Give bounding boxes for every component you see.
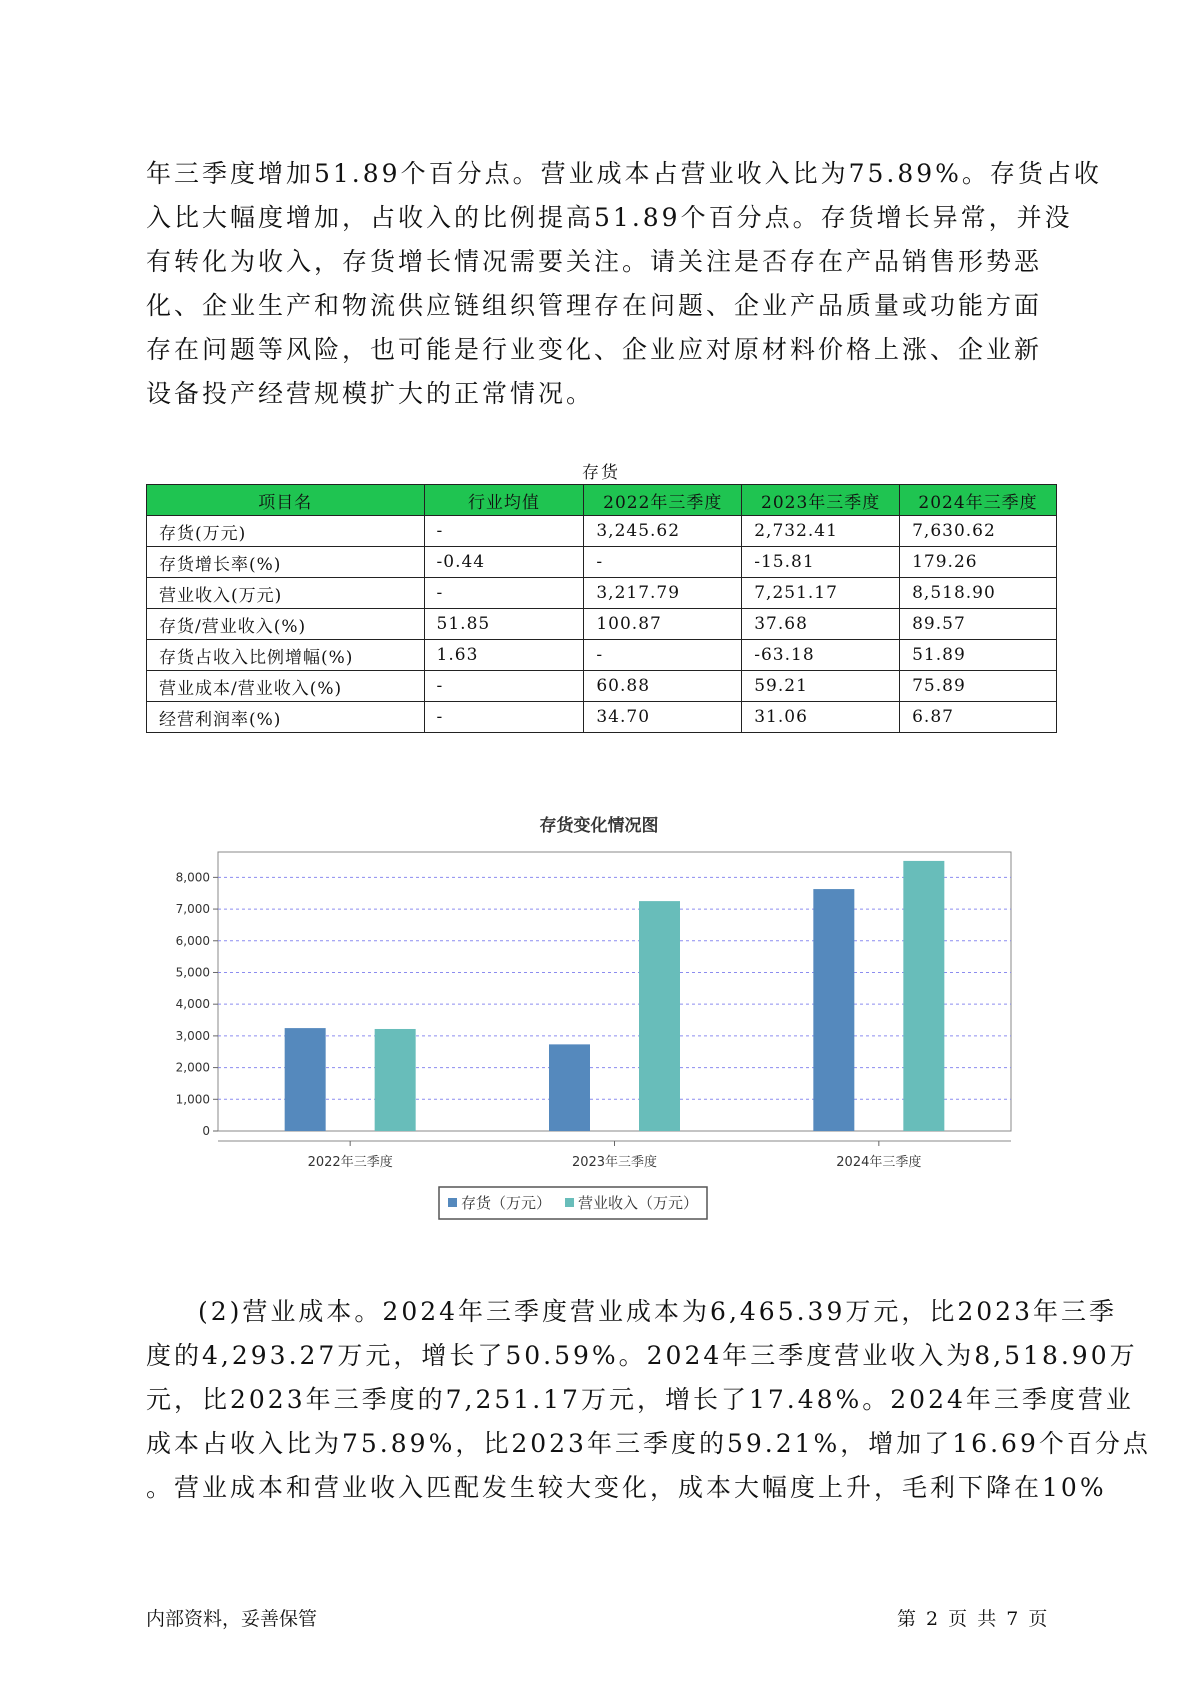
table-row xyxy=(147,640,1057,671)
y-tick-label: 2,000 xyxy=(175,1060,210,1075)
table-cell: 3,245.62 xyxy=(584,516,742,547)
footer-confidential-note: 内部资料，妥善保管 xyxy=(146,1608,318,1630)
table-cell: 51.89 xyxy=(900,640,1057,671)
text-line: 化、企业生产和物流供应链组织管理存在问题、企业产品质量或功能方面 xyxy=(146,291,1043,320)
table-cell: 营业成本/营业收入(%) xyxy=(147,671,425,702)
column-header: 2024年三季度 xyxy=(900,485,1057,516)
table-cell: 6.87 xyxy=(900,702,1057,733)
text-line: 有转化为收入，存货增长情况需要关注。请关注是否存在产品销售形势恶 xyxy=(146,247,1043,276)
table-row xyxy=(147,578,1057,609)
table-cell: 存货(万元) xyxy=(147,516,425,547)
table-cell: 75.89 xyxy=(900,671,1057,702)
bar-revenue xyxy=(903,861,944,1131)
column-header: 行业均值 xyxy=(424,485,584,516)
table-cell: 34.70 xyxy=(584,702,742,733)
column-header: 2022年三季度 xyxy=(584,485,742,516)
table-row xyxy=(147,609,1057,640)
y-tick-label: 6,000 xyxy=(175,933,210,948)
table-cell: - xyxy=(424,516,584,547)
text-line: 元，比2023年三季度的7,251.17万元，增长了17.48%。2024年三季度营业 xyxy=(146,1385,1134,1414)
table-cell: - xyxy=(584,640,742,671)
table-row xyxy=(147,547,1057,578)
column-header: 项目名 xyxy=(147,485,425,516)
bar-revenue xyxy=(639,901,680,1131)
table-cell: 存货/营业收入(%) xyxy=(147,609,425,640)
inventory-table xyxy=(146,484,1057,733)
table-cell: 7,251.17 xyxy=(742,578,900,609)
plot-area xyxy=(218,852,1011,1131)
x-tick-label: 2022年三季度 xyxy=(307,1155,393,1170)
table-cell: 7,630.62 xyxy=(900,516,1057,547)
text-line: (2)营业成本。2024年三季度营业成本为6,465.39万元，比2023年三季 xyxy=(198,1297,1117,1326)
x-axis-ticks xyxy=(308,1141,922,1170)
table-cell: 1.63 xyxy=(424,640,584,671)
bar-revenue xyxy=(375,1029,416,1131)
table-cell: -15.81 xyxy=(742,547,900,578)
table-cell: 89.57 xyxy=(900,609,1057,640)
text-line: 设备投产经营规模扩大的正常情况。 xyxy=(146,379,595,408)
table-header-row xyxy=(147,485,1057,516)
table-cell: 179.26 xyxy=(900,547,1057,578)
table-cell: 存货增长率(%) xyxy=(147,547,425,578)
table-cell: 营业收入(万元) xyxy=(147,578,425,609)
bar-inventory xyxy=(285,1028,326,1131)
table-caption: 存货 xyxy=(582,463,620,483)
table-cell: - xyxy=(424,578,584,609)
table-cell: - xyxy=(424,671,584,702)
bar-inventory xyxy=(813,889,854,1131)
table-cell: 8,518.90 xyxy=(900,578,1057,609)
table-cell: -63.18 xyxy=(742,640,900,671)
column-header: 2023年三季度 xyxy=(742,485,900,516)
text-line: 度的4,293.27万元，增长了50.59%。2024年三季度营业收入为8,518.90万 xyxy=(146,1341,1138,1370)
y-axis-ticks xyxy=(176,870,218,1138)
chart-legend xyxy=(439,1187,707,1219)
x-tick-label: 2024年三季度 xyxy=(836,1155,922,1170)
legend-label: 存货（万元） xyxy=(461,1194,552,1212)
text-line: 存在问题等风险，也可能是行业变化、企业应对原材料价格上涨、企业新 xyxy=(146,335,1043,364)
chart-title: 存货变化情况图 xyxy=(539,816,659,836)
inventory-chart xyxy=(146,800,1046,1260)
bar-inventory xyxy=(549,1044,590,1131)
y-tick-label: 0 xyxy=(202,1124,210,1138)
analysis-paragraph-inventory xyxy=(146,152,1102,416)
legend-swatch xyxy=(565,1198,574,1207)
table-cell: 37.68 xyxy=(742,609,900,640)
text-line: 入比大幅度增加，占收入的比例提高51.89个百分点。存货增长异常，并没 xyxy=(146,203,1073,232)
y-tick-label: 3,000 xyxy=(175,1028,210,1043)
legend-swatch xyxy=(448,1198,457,1207)
table-cell: 31.06 xyxy=(742,702,900,733)
table-cell: 经营利润率(%) xyxy=(147,702,425,733)
x-tick-label: 2023年三季度 xyxy=(571,1155,658,1170)
table-cell: -0.44 xyxy=(424,547,584,578)
table-row xyxy=(147,516,1057,547)
y-tick-label: 1,000 xyxy=(175,1092,210,1107)
legend-label: 营业收入（万元） xyxy=(578,1194,699,1212)
table-cell: - xyxy=(584,547,742,578)
text-line: 年三季度增加51.89个百分点。营业成本占营业收入比为75.89%。存货占收 xyxy=(146,159,1102,188)
table-row xyxy=(147,671,1057,702)
text-line: 成本占收入比为75.89%，比2023年三季度的59.21%，增加了16.69个百分点 xyxy=(146,1429,1151,1458)
table-cell: 100.87 xyxy=(584,609,742,640)
table-cell: 59.21 xyxy=(742,671,900,702)
page-number: 第 2 页 共 7 页 xyxy=(897,1608,1050,1630)
y-tick-label: 8,000 xyxy=(175,870,210,885)
y-tick-label: 7,000 xyxy=(175,902,210,917)
table-cell: 存货占收入比例增幅(%) xyxy=(147,640,425,671)
table-cell: 51.85 xyxy=(424,609,584,640)
analysis-paragraph-operating-cost xyxy=(146,1290,1151,1510)
table-cell: - xyxy=(424,702,584,733)
table-row xyxy=(147,702,1057,733)
y-tick-label: 4,000 xyxy=(175,997,210,1012)
table-cell: 60.88 xyxy=(584,671,742,702)
table-cell: 3,217.79 xyxy=(584,578,742,609)
chart-svg xyxy=(146,800,1046,1260)
text-line: 。营业成本和营业收入匹配发生较大变化，成本大幅度上升，毛利下降在10% xyxy=(146,1473,1107,1502)
y-tick-label: 5,000 xyxy=(175,965,210,980)
table-cell: 2,732.41 xyxy=(742,516,900,547)
